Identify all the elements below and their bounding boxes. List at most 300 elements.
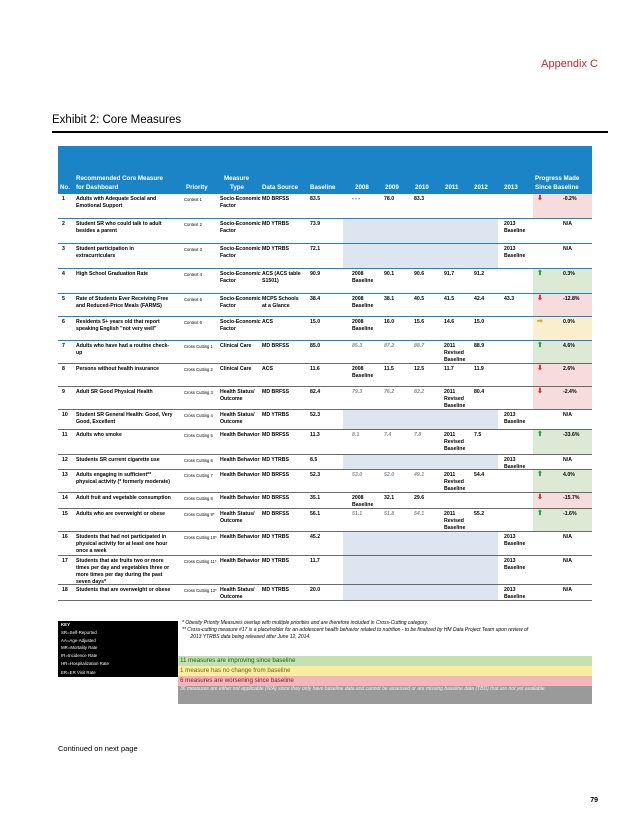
cell-line: Baseline — [444, 525, 466, 531]
cell-line: MD BRFSS — [262, 511, 290, 517]
cell-no — [62, 196, 65, 203]
progress-cell — [533, 244, 592, 269]
cell-no — [62, 457, 68, 464]
cell-line: Baseline — [504, 464, 526, 470]
cell-line: 51.1 — [352, 511, 363, 517]
cell-line: 2008 — [352, 495, 364, 501]
cell-no — [62, 246, 65, 253]
cell-y2010 — [414, 319, 424, 326]
cell-line: Adults who smoke — [76, 432, 122, 438]
cell-line: besides a parent — [76, 228, 117, 234]
table-header — [58, 146, 592, 194]
cell-y2010 — [414, 296, 424, 303]
cell-y2013 — [504, 534, 525, 548]
cell-line: Adults engaging in sufficient** — [76, 472, 152, 478]
cell-y2009 — [384, 389, 394, 396]
progress-cell — [533, 556, 592, 585]
progress-cell — [533, 294, 592, 317]
col-pm-l1: Progress Made — [535, 175, 580, 182]
progress-value: N/A — [563, 587, 572, 593]
cell-line: MD YTRBS — [262, 587, 289, 593]
cell-line: 11.6 — [310, 366, 320, 372]
cell-line: 55.2 — [474, 511, 485, 517]
cell-line: Baseline — [352, 373, 374, 379]
progress-value: 4.0% — [563, 472, 575, 478]
cell-baseline — [310, 389, 320, 396]
table-row — [58, 585, 592, 601]
cell-line: High School Graduation Rate — [76, 271, 149, 277]
cell-line: 52.0 — [384, 472, 395, 478]
cell-line: Factor — [220, 228, 236, 234]
cell-type — [220, 457, 260, 464]
cell-line: Students that had not participated in — [76, 534, 167, 540]
cell-line: MD BRFSS — [262, 495, 290, 501]
cell-line: Health Status/ — [220, 412, 255, 418]
legend-improving: 11 measures are improving since baseline — [178, 656, 592, 666]
cell-priority: Cross Cutting 8 — [184, 496, 213, 501]
cell-line: 2011 — [444, 432, 456, 438]
cell-line: Residents 5+ years old that report — [76, 319, 160, 325]
cell-line: 8.1 — [352, 432, 360, 438]
progress-cell — [533, 585, 592, 601]
cell-line: Baseline — [504, 565, 526, 571]
table-row — [58, 364, 592, 387]
down-arrow-icon: ⬇ — [537, 195, 543, 202]
cell-y2010 — [414, 366, 424, 373]
cell-type — [220, 246, 261, 260]
cell-line: 41.5 — [444, 296, 455, 302]
progress-value: -0.2% — [563, 196, 577, 202]
cell-baseline — [310, 296, 320, 303]
cell-measure — [76, 457, 160, 464]
progress-value: N/A — [563, 246, 572, 252]
progress-value: 2.6% — [563, 366, 575, 372]
cell-line: 11.3 — [310, 432, 320, 438]
cell-line: Revised — [444, 350, 464, 356]
cell-y2008 — [352, 343, 362, 350]
progress-cell — [533, 470, 592, 493]
up-arrow-icon: ⬆ — [537, 270, 543, 277]
cell-line: 12.5 — [414, 366, 425, 372]
cell-line: Emotional Support — [76, 203, 123, 209]
key-title: KEY — [61, 622, 71, 627]
cell-line: 14 — [62, 495, 68, 501]
cell-type — [220, 495, 260, 502]
progress-cell — [533, 269, 592, 294]
footnote: ** Cross-cutting measure #17 is a placeholder for an adolescent health behavior related to nutrition - to be finalized by HM Data Project Team upon review of — [182, 627, 529, 633]
cell-line: Revised — [444, 518, 464, 524]
table-row — [58, 509, 592, 532]
down-arrow-icon: ⬇ — [537, 365, 543, 372]
cell-type — [220, 412, 255, 426]
cell-line: 2011 — [444, 343, 456, 349]
cell-y2008 — [352, 271, 373, 285]
progress-value: -2.4% — [563, 389, 577, 395]
progress-cell — [533, 194, 592, 219]
cell-line: 7.5 — [474, 432, 482, 438]
table-row — [58, 294, 592, 317]
col-2010: 2010 — [415, 184, 429, 191]
col-2013: 2013 — [504, 184, 518, 191]
cell-line: 82.2 — [414, 389, 425, 395]
cell-line: 2013 — [504, 534, 516, 540]
page-number: 79 — [590, 797, 598, 804]
cell-line: 2008 — [352, 319, 364, 325]
table-row — [58, 532, 592, 556]
core-measures-table — [58, 146, 592, 601]
cell-line: Baseline — [352, 502, 374, 508]
na-band — [343, 219, 498, 243]
cell-line: once a week — [76, 548, 107, 554]
cell-y2008 — [352, 472, 362, 479]
cell-line: 87.2 — [384, 343, 395, 349]
cell-source — [262, 511, 289, 518]
cell-line: MD BRFSS — [262, 472, 290, 478]
key-item: AA=Age-Adjusted — [61, 637, 96, 643]
cell-y2009 — [384, 432, 391, 439]
down-arrow-icon: ⬇ — [537, 388, 543, 395]
cell-no — [62, 495, 68, 502]
cell-y2009 — [384, 343, 394, 350]
progress-value: 0.0% — [563, 319, 575, 325]
cell-line: 11 — [62, 432, 68, 438]
cell-line: seven days* — [76, 579, 106, 585]
cell-source — [262, 432, 289, 439]
cell-line: 11.9 — [474, 366, 484, 372]
cell-line: MD YTRBS — [262, 246, 289, 252]
cell-line: MD YTRBS — [262, 534, 289, 540]
progress-cell — [533, 410, 592, 430]
cell-line: 91.2 — [474, 271, 485, 277]
cell-source — [262, 296, 299, 310]
cell-measure — [76, 221, 162, 235]
cell-line: 8 — [62, 366, 65, 372]
cell-line: 56.1 — [310, 511, 321, 517]
progress-value: N/A — [563, 412, 572, 418]
cell-baseline — [310, 558, 320, 565]
col-2008: 2008 — [355, 184, 369, 191]
cell-line: Rate of Students Ever Receiving Free — [76, 296, 169, 302]
cell-line: 49.1 — [414, 472, 425, 478]
cell-line: 7 — [62, 343, 65, 349]
progress-cell — [533, 430, 592, 455]
cell-y2013 — [504, 587, 525, 601]
col-no: No. — [60, 184, 70, 191]
cell-line: 13 — [62, 472, 68, 478]
cell-line: Baseline — [504, 253, 526, 259]
cell-y2008 — [352, 366, 373, 380]
cell-line: 90.9 — [310, 271, 321, 277]
cell-y2009 — [384, 511, 394, 518]
cell-line: up — [76, 350, 83, 356]
cell-source — [262, 271, 301, 285]
table-row — [58, 194, 592, 219]
progress-value: 0.3% — [563, 271, 575, 277]
cell-line: 17 — [62, 558, 68, 564]
progress-value: 4.6% — [563, 343, 575, 349]
col-2011: 2011 — [445, 184, 459, 191]
cell-source — [262, 457, 289, 464]
cell-baseline — [310, 495, 320, 502]
progress-cell — [533, 509, 592, 532]
cell-y2011 — [444, 296, 454, 303]
col-priority: Priority — [186, 184, 208, 191]
cell-line: physical activity for at least one hour — [76, 541, 168, 547]
cell-y2010 — [414, 495, 424, 502]
cell-line: 35.1 — [310, 495, 321, 501]
cell-line: 2 — [62, 221, 65, 227]
cell-line: Baseline — [352, 303, 374, 309]
col-source: Data Source — [262, 184, 299, 191]
cell-line: Outcome — [220, 396, 243, 402]
cell-line: Persons without health insurance — [76, 366, 160, 372]
cell-line: 29.6 — [414, 495, 425, 501]
cell-line: and Reduced-Price Meals (FARMS) — [76, 303, 162, 309]
cell-line: 90.1 — [384, 271, 395, 277]
cell-line: Baseline — [352, 326, 374, 332]
cell-line: 2011 — [444, 389, 456, 395]
cell-priority: Cross Cutting 4 — [184, 413, 213, 418]
progress-value: N/A — [563, 221, 572, 227]
cell-y2010 — [414, 343, 424, 350]
cell-line: MD YTRBS — [262, 412, 289, 418]
cell-y2008 — [352, 389, 362, 396]
col-2009: 2009 — [385, 184, 399, 191]
cell-line: 76.2 — [384, 389, 395, 395]
cell-source — [262, 221, 289, 228]
cell-line: 2008 — [352, 366, 364, 372]
table-row — [58, 556, 592, 585]
cell-y2013 — [504, 457, 525, 471]
cell-line: Students that ate fruits two or more — [76, 558, 164, 564]
cell-priority: Cross Cutting 2 — [184, 367, 213, 372]
cell-priority: Context 5 — [184, 297, 202, 302]
cell-measure — [76, 389, 153, 396]
cell-y2009 — [384, 495, 394, 502]
cell-y2013 — [504, 558, 525, 572]
na-band — [343, 532, 498, 555]
progress-value: -15.7% — [563, 495, 580, 501]
cell-type — [220, 366, 251, 373]
cell-priority: Cross Cutting 9* — [184, 512, 215, 517]
cell-y2009 — [384, 366, 394, 373]
continued-note: Continued on next page — [58, 744, 138, 753]
cell-line: Adults who have had a routine check- — [76, 343, 170, 349]
cell-line: times per day and vegetables three or — [76, 565, 170, 571]
cell-line: Student SR General Health: Good, Very — [76, 412, 173, 418]
cell-line: 20.0 — [310, 587, 321, 593]
cell-line: 9 — [62, 389, 65, 395]
cell-line: Health Behavior — [220, 457, 260, 463]
cell-no — [62, 389, 65, 396]
cell-line: 79.3 — [352, 389, 363, 395]
cell-y2009 — [384, 472, 394, 479]
cell-line: 6 — [62, 319, 65, 325]
cell-line: Baseline — [444, 403, 466, 409]
cell-type — [220, 221, 261, 235]
cell-priority: Cross Cutting 11* — [184, 559, 217, 564]
cell-line: Clinical Care — [220, 343, 252, 349]
cell-y2008 — [352, 432, 359, 439]
cell-y2012 — [474, 389, 484, 396]
table-row — [58, 470, 592, 493]
cell-line: Adults who are overweight or obese — [76, 511, 166, 517]
progress-value: -12.8% — [563, 296, 580, 302]
cell-line: MD BRFSS — [262, 196, 290, 202]
progress-value: -33.6% — [563, 432, 580, 438]
cell-y2012 — [474, 432, 481, 439]
cell-line: Revised — [444, 479, 464, 485]
table-row — [58, 341, 592, 364]
cell-line: MD BRFSS — [262, 343, 290, 349]
cell-line: ACS — [262, 319, 273, 325]
cell-line: Factor — [220, 253, 236, 259]
cell-line: 85.0 — [310, 343, 321, 349]
cell-line: 12 — [62, 457, 68, 463]
cell-no — [62, 587, 68, 594]
cell-source — [262, 389, 289, 396]
cell-line: MD BRFSS — [262, 389, 290, 395]
cell-line: Socio-Economic — [220, 196, 261, 202]
progress-cell — [533, 532, 592, 556]
key-item: ER=ER Visit Rate — [58, 668, 178, 677]
cell-baseline — [310, 343, 320, 350]
na-band — [343, 455, 498, 469]
na-band — [343, 556, 498, 584]
cell-type — [220, 432, 260, 439]
cell-line: Adult fruit and vegetable consumption — [76, 495, 171, 501]
cell-type — [220, 587, 255, 601]
cell-y2010 — [414, 511, 424, 518]
cell-measure — [76, 196, 156, 210]
cell-line: 16.0 — [384, 319, 395, 325]
cell-baseline — [310, 587, 320, 594]
cell-line: Factor — [220, 326, 236, 332]
cell-source — [262, 534, 289, 541]
cell-type — [220, 511, 255, 525]
cell-line: Health Behavior — [220, 432, 260, 438]
cell-no — [62, 412, 68, 419]
cell-priority: Cross Cutting 10* — [184, 535, 217, 540]
progress-cell — [533, 493, 592, 509]
cell-line: 82.4 — [310, 389, 321, 395]
col-type-l2: Type — [230, 184, 244, 191]
cell-measure — [76, 246, 134, 260]
cell-line: 91.7 — [444, 271, 455, 277]
cell-line: more times per day during the past — [76, 572, 163, 578]
cell-line: 3 — [62, 246, 65, 252]
cell-no — [62, 221, 65, 228]
cell-line: Health Status/ — [220, 511, 255, 517]
cell-no — [62, 366, 65, 373]
cell-line: 18 — [62, 587, 68, 593]
cell-line: 38.1 — [384, 296, 395, 302]
cell-baseline — [310, 271, 320, 278]
cell-line: Clinical Care — [220, 366, 252, 372]
cell-line: Adult SR Good Physical Health — [76, 389, 153, 395]
cell-priority: Cross Cutting 6 — [184, 458, 213, 463]
cell-line: Baseline — [504, 419, 526, 425]
cell-measure — [76, 495, 171, 502]
cell-source — [262, 558, 289, 565]
cell-line: MCPS Schools — [262, 296, 299, 302]
cell-y2011 — [444, 343, 465, 364]
cell-source — [262, 196, 289, 203]
cell-line: 1 — [62, 196, 65, 202]
cell-y2008 — [352, 495, 373, 509]
cell-priority: Cross Cutting 5 — [184, 433, 213, 438]
table-row — [58, 455, 592, 470]
progress-cell — [533, 317, 592, 341]
cell-line: Revised — [444, 396, 464, 402]
cell-measure — [76, 271, 148, 278]
cell-y2009 — [384, 319, 394, 326]
cell-measure — [76, 366, 159, 373]
cell-line: MD YTRBS — [262, 558, 289, 564]
cell-y2012 — [474, 271, 484, 278]
progress-cell — [533, 219, 592, 244]
appendix-label: Appendix C — [541, 58, 598, 70]
cell-source — [262, 472, 289, 479]
table-row — [58, 387, 592, 410]
cell-line: 15.0 — [310, 319, 321, 325]
progress-cell — [533, 455, 592, 470]
cell-line: Good, Excellent — [76, 419, 116, 425]
cell-line: 85.3 — [352, 343, 363, 349]
col-measure-l2: for Dashboard — [76, 184, 119, 191]
cell-line: Health Behavior — [220, 495, 260, 501]
cell-priority: Cross Cutting 12* — [184, 588, 217, 593]
cell-line: Baseline — [444, 446, 466, 452]
cell-line: 2013 — [504, 457, 516, 463]
cell-line: 7.8 — [414, 432, 422, 438]
legend-worsening: 6 measures are worsening since baseline — [178, 676, 592, 686]
cell-no — [62, 296, 65, 303]
col-baseline: Baseline — [310, 184, 336, 191]
cell-line: 52.3 — [310, 412, 321, 418]
footnote: * Obesity Priority Measures overlap with multiple priorities and are therefore included in Cross-Cutting category. — [182, 620, 429, 626]
cell-y2008 — [352, 511, 362, 518]
cell-baseline — [310, 432, 320, 439]
cell-line: 32.1 — [384, 495, 395, 501]
cell-baseline — [310, 246, 320, 253]
cell-type — [220, 389, 255, 403]
legend-nochange: 1 measure has no change from baseline — [178, 666, 592, 676]
cell-measure — [76, 432, 122, 439]
key-item: IR=Incidence Rate — [61, 653, 98, 659]
table-row — [58, 317, 592, 341]
cell-line: Factor — [220, 278, 236, 284]
cell-line: 80.4 — [474, 389, 485, 395]
up-arrow-icon: ⬆ — [537, 471, 543, 478]
up-arrow-icon: ⬆ — [537, 431, 543, 438]
table-row — [58, 269, 592, 294]
up-arrow-icon: ⬆ — [537, 342, 543, 349]
col-type-l1: Measure — [224, 175, 250, 182]
cell-line: 2013 — [504, 412, 516, 418]
cell-line: Socio-Economic — [220, 246, 261, 252]
cell-priority: Context 1 — [184, 197, 202, 202]
cell-no — [62, 534, 68, 541]
cell-priority: Cross Cutting 1 — [184, 344, 213, 349]
cell-baseline — [310, 221, 320, 228]
table-row — [58, 219, 592, 244]
cell-line: 73.9 — [310, 221, 321, 227]
cell-line: Outcome — [220, 419, 243, 425]
cell-y2008 — [352, 196, 360, 203]
cell-measure — [76, 412, 173, 426]
table-row — [58, 244, 592, 269]
